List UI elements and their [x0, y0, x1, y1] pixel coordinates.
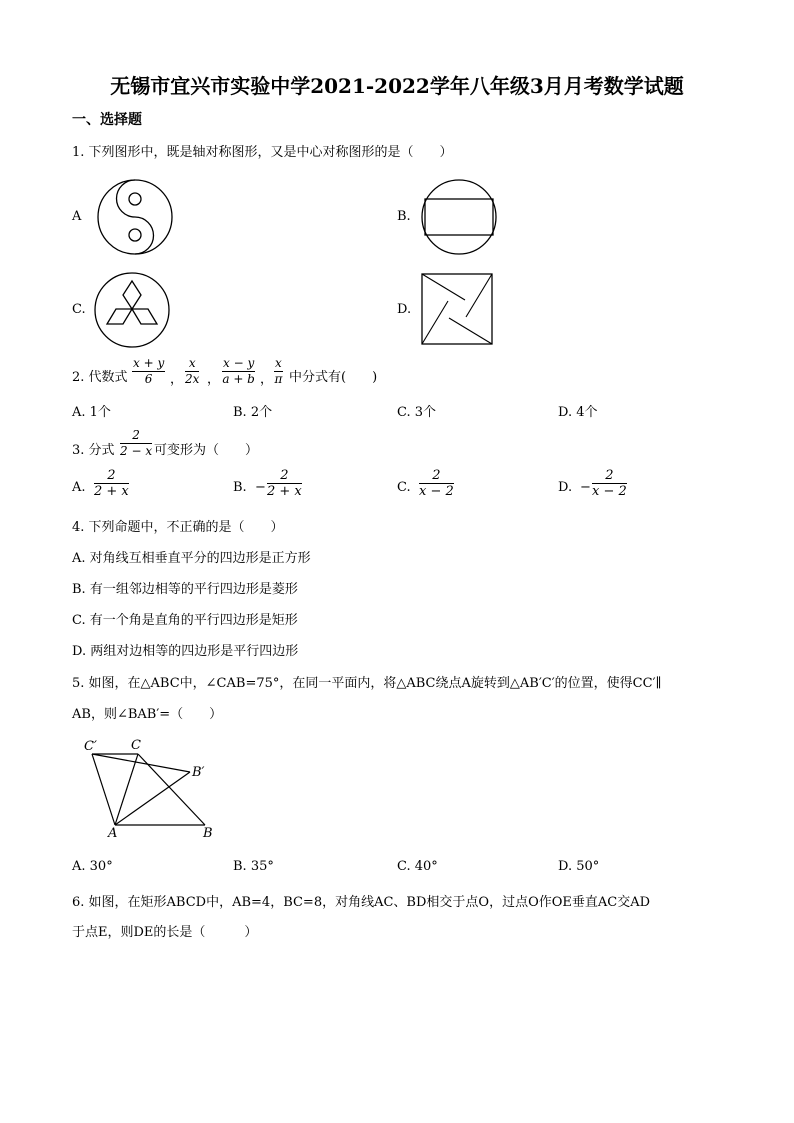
q2-comma-1: ， — [170, 372, 184, 387]
q3-option-d-label: D. — [558, 480, 573, 495]
q4-option-d: D. 两组对边相等的四边形是平行四边形 — [72, 644, 299, 659]
q3-option-c-label: C. — [397, 480, 411, 495]
q4-stem: 4. 下列命题中，不正确的是（ ） — [72, 520, 284, 535]
q1-option-d-label: D. — [397, 302, 412, 317]
q3-option-b-fraction: $\frac{2}{2 + x}$ — [267, 468, 302, 499]
q1-option-b-label: B. — [397, 209, 411, 224]
section-heading: 一、选择题 — [72, 112, 142, 128]
q2-fraction-3: $\frac{x - y}{a + b}$ — [222, 356, 255, 386]
q2-suffix: 中分式有( ) — [289, 370, 378, 385]
q2-option-a: A. 1个 — [72, 405, 111, 420]
q2-option-b: B. 2个 — [233, 405, 273, 420]
point-c: C — [131, 738, 141, 753]
q5-option-c: C. 40° — [397, 859, 438, 874]
q5-option-b: B. 35° — [233, 859, 274, 874]
q2-option-d: D. 4个 — [558, 405, 598, 420]
point-a: A — [108, 826, 118, 841]
q5-stem-line2: AB，则∠BAB′=（ ） — [72, 707, 223, 722]
q2-fraction-1: $\frac{x + y}{6}$ — [133, 356, 165, 386]
q5-stem-line1: 5. 如图，在△ABC中，∠CAB=75°，在同一平面内，将△ABC绕点A旋转到△AB′C′的位置，使得CC′∥ — [72, 676, 662, 691]
q2-fraction-4: $\frac{x}{\pi}$ — [274, 356, 283, 386]
three-diamond-logo-icon — [93, 271, 171, 349]
point-b-prime: B′ — [192, 765, 205, 780]
q3-option-a-fraction: $\frac{2}{2 + x}$ — [94, 468, 129, 499]
q3-prefix: 3. 分式 — [72, 443, 115, 458]
q2-comma-2: ， — [207, 372, 221, 387]
circle-with-rectangle-icon — [419, 177, 499, 257]
q3-option-b-label: B. — [233, 480, 247, 495]
q3-option-d-sign: − — [580, 480, 591, 495]
yin-yang-icon — [95, 177, 175, 257]
q3-option-d-fraction: $\frac{2}{x - 2}$ — [592, 468, 627, 499]
q6-stem-line2: 于点E，则DE的长是（ ） — [72, 925, 258, 940]
q1-stem: 1. 下列图形中，既是轴对称图形，又是中心对称图形的是（ ） — [72, 145, 453, 160]
point-b: B — [203, 826, 213, 841]
square-pinwheel-icon — [421, 273, 495, 347]
q3-fraction: $\frac{2}{2 - x}$ — [120, 428, 153, 458]
q2-comma-3: ， — [260, 372, 274, 387]
q3-suffix: 可变形为（ ） — [154, 443, 259, 458]
q3-option-c-fraction: $\frac{2}{x - 2}$ — [419, 468, 454, 499]
q1-option-c-label: C. — [72, 302, 86, 317]
q5-triangle-rotation-figure — [80, 736, 220, 841]
q5-option-a: A. 30° — [72, 859, 113, 874]
page-title: 无锡市宜兴市实验中学2021-2022学年八年级3月月考数学试题 — [110, 74, 684, 98]
q6-stem-line1: 6. 如图，在矩形ABCD中，AB=4，BC=8，对角线AC、BD相交于点O，过点O作OE垂直AC交AD — [72, 895, 651, 910]
q4-option-c: C. 有一个角是直角的平行四边形是矩形 — [72, 613, 298, 628]
q3-option-b-sign: − — [255, 480, 266, 495]
q4-option-a: A. 对角线互相垂直平分的四边形是正方形 — [72, 551, 311, 566]
q2-option-c: C. 3个 — [397, 405, 437, 420]
q5-option-d: D. 50° — [558, 859, 600, 874]
q3-option-a-label: A. — [72, 480, 86, 495]
q2-prefix: 2. 代数式 — [72, 370, 128, 385]
q4-option-b: B. 有一组邻边相等的平行四边形是菱形 — [72, 582, 298, 597]
point-c-prime: C′ — [84, 739, 97, 754]
q2-fraction-2: $\frac{x}{2x}$ — [185, 356, 200, 386]
q1-option-a-label: A — [72, 209, 82, 224]
